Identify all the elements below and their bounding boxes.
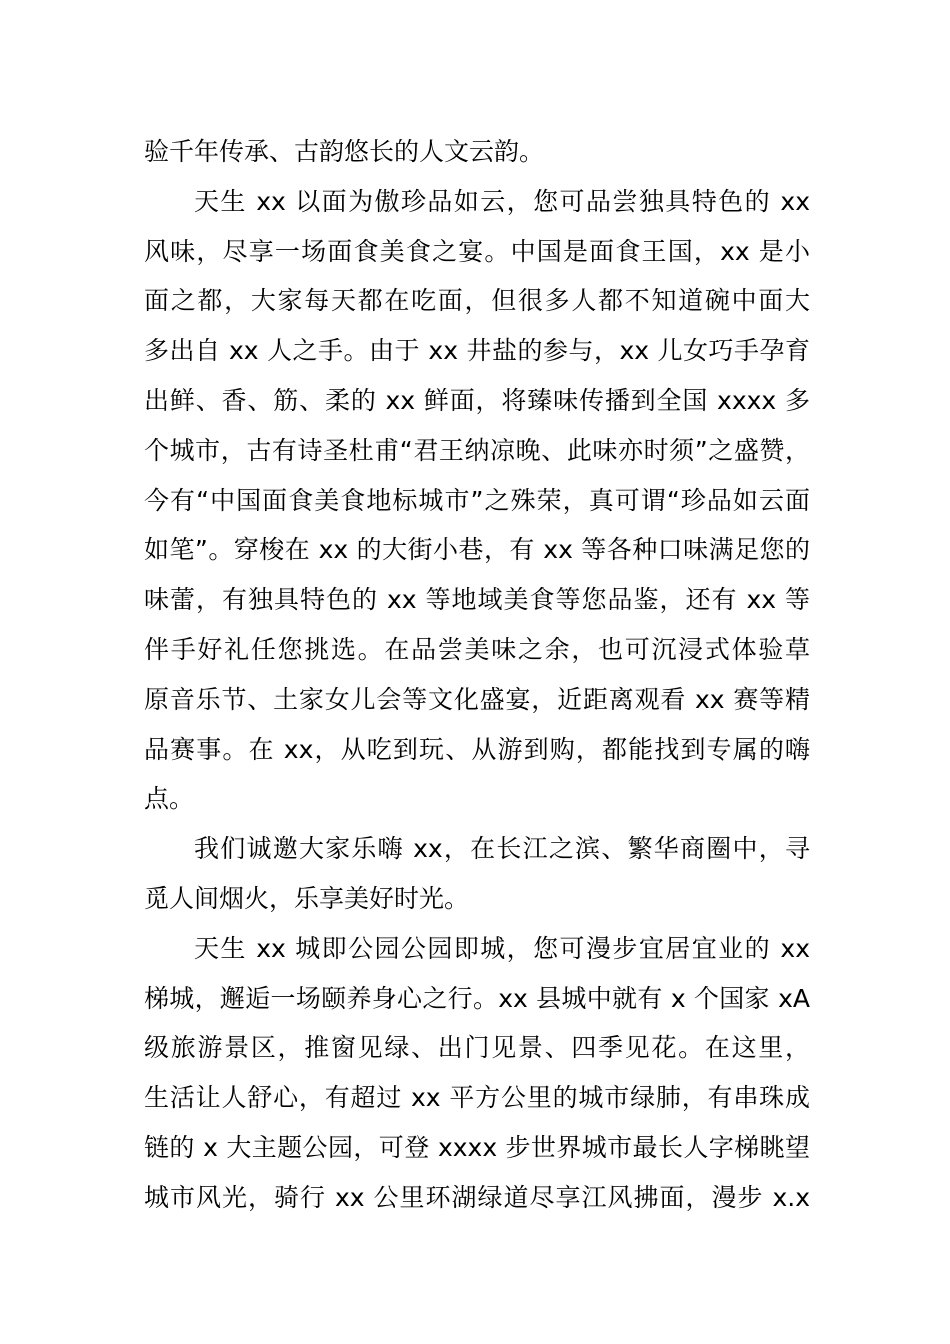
text-line: 链的 x 大主题公园，可登 xxxx 步世界城市最长人字梯眺望 (144, 1132, 810, 1162)
text-line: 觅人间烟火，乐享美好时光。 (144, 883, 470, 913)
body-text (144, 127, 810, 1223)
text-line: 原音乐节、土家女儿会等文化盛宴，近距离观看 xx 赛等精 (144, 684, 810, 714)
text-line: 多出自 xx 人之手。由于 xx 井盐的参与，xx 儿女巧手孕育 (144, 336, 810, 366)
text-line: 如笔”。穿梭在 xx 的大街小巷，有 xx 等各种口味满足您的 (144, 535, 810, 565)
text-line: 伴手好礼任您挑选。在品尝美味之余，也可沉浸式体验草 (144, 634, 810, 664)
text-line: 城市风光，骑行 xx 公里环湖绿道尽享江风拂面，漫步 x.x (144, 1182, 810, 1212)
text-line: 级旅游景区，推窗见绿、出门见景、四季见花。在这里， (144, 1033, 810, 1063)
text-line: 天生 xx 以面为傲珍品如云，您可品尝独具特色的 xx (194, 186, 810, 216)
text-line: 个城市，古有诗圣杜甫“君王纳凉晚、此味亦时须”之盛赞， (144, 435, 810, 465)
text-line: 天生 xx 城即公园公园即城，您可漫步宜居宜业的 xx (194, 933, 810, 963)
text-line: 生活让人舒心，有超过 xx 平方公里的城市绿肺，有串珠成 (144, 1083, 810, 1113)
text-line: 点。 (144, 784, 195, 814)
text-line: 今有“中国面食美食地标城市”之殊荣，真可谓“珍品如云面 (144, 485, 810, 515)
text-line: 验千年传承、古韵悠长的人文云韵。 (144, 137, 545, 166)
text-line: 我们诚邀大家乐嗨 xx，在长江之滨、繁华商圈中，寻 (194, 834, 810, 864)
text-line: 梯城，邂逅一场颐养身心之行。xx 县城中就有 x 个国家 xA (144, 983, 810, 1013)
text-line: 风味，尽享一场面食美食之宴。中国是面食王国，xx 是小 (144, 236, 810, 266)
text-line: 品赛事。在 xx，从吃到玩、从游到购，都能找到专属的嗨 (144, 734, 810, 764)
text-line: 味蕾，有独具特色的 xx 等地域美食等您品鉴，还有 xx 等 (144, 585, 810, 615)
text-line: 面之都，大家每天都在吃面，但很多人都不知道碗中面大 (144, 286, 810, 316)
text-line: 出鲜、香、筋、柔的 xx 鲜面，将臻味传播到全国 xxxx 多 (144, 385, 810, 415)
